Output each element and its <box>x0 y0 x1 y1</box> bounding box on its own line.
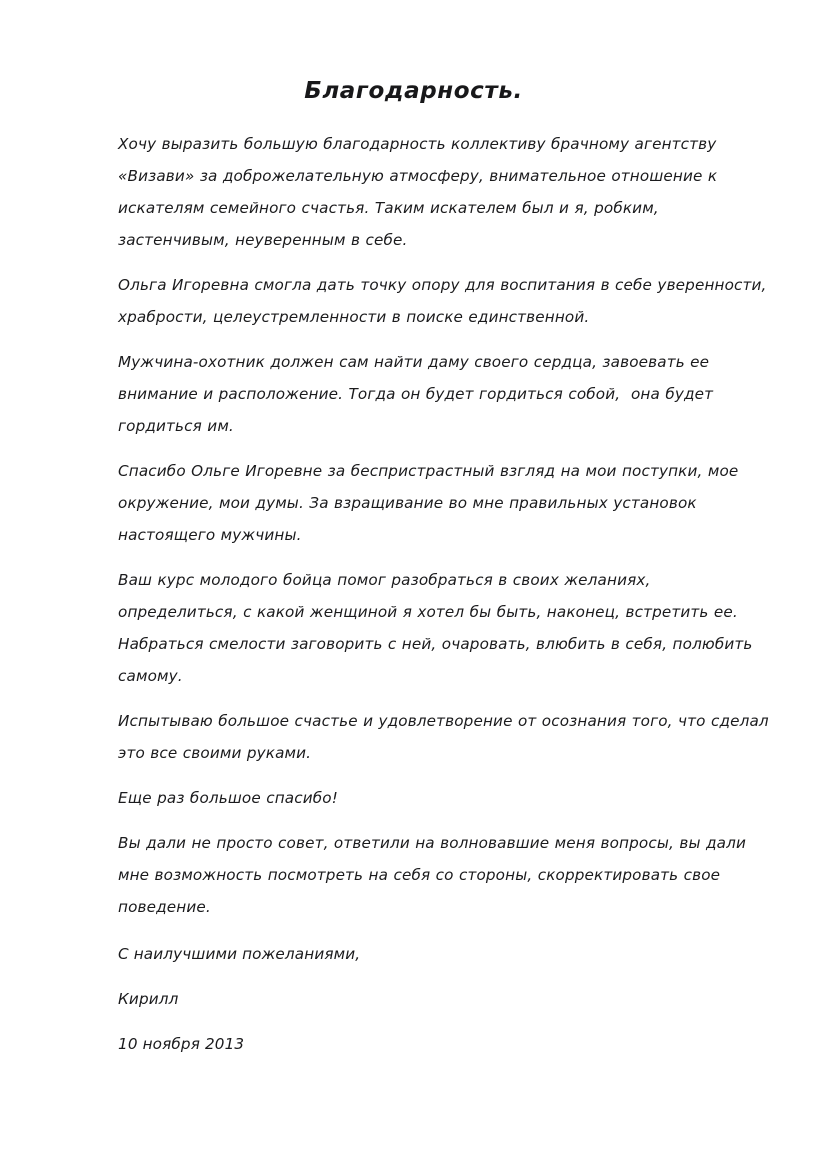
letter-body <box>118 128 775 923</box>
signature-block <box>118 938 618 1060</box>
signature-closing: С наилучшими пожеланиями, <box>118 945 361 963</box>
paragraph: Ваш курс молодого бойца помог разобраться в своих желаниях, определиться, с какой женщиной я хотел бы быть, наконец, встретить ее. Набраться смелости заговорить с ней, очаровать, влюбить в себя, полюбить самому. <box>118 571 758 685</box>
paragraph: Вы дали не просто совет, ответили на волновавшие меня вопросы, вы дали мне возможность посмотреть на себя со стороны, скорректировать свое поведение. <box>118 834 752 916</box>
signature-date: 10 ноября 2013 <box>118 1035 245 1053</box>
signature-name: Кирилл <box>118 990 179 1008</box>
paragraph: Хочу выразить большую благодарность коллективу брачному агентству «Визави» за доброжелательную атмосферу, внимательное отношение к искателям семейного счастья. Таким искателем был и я, робким, застенчивым, неуверенным в себе. <box>118 135 723 249</box>
paragraph: Ольга Игоревна смогла дать точку опору для воспитания в себе уверенности, храбрости, целеустремленности в поиске единственной. <box>118 276 772 326</box>
paragraph: Мужчина-охотник должен сам найти даму своего сердца, завоевать ее внимание и расположение. Тогда он будет гордиться собой, она будет гордиться им. <box>118 353 719 435</box>
paragraph: Еще раз большое спасибо! <box>118 789 338 807</box>
page-title: Благодарность. <box>304 78 523 104</box>
paragraph: Спасибо Ольге Игоревне за беспристрастный взгляд на мои поступки, мое окружение, мои думы. За взращивание во мне правильных установок настоящего мужчины. <box>118 462 744 544</box>
paragraph: Испытываю большое счастье и удовлетворение от осознания того, что сделал это все своими руками. <box>118 712 775 762</box>
